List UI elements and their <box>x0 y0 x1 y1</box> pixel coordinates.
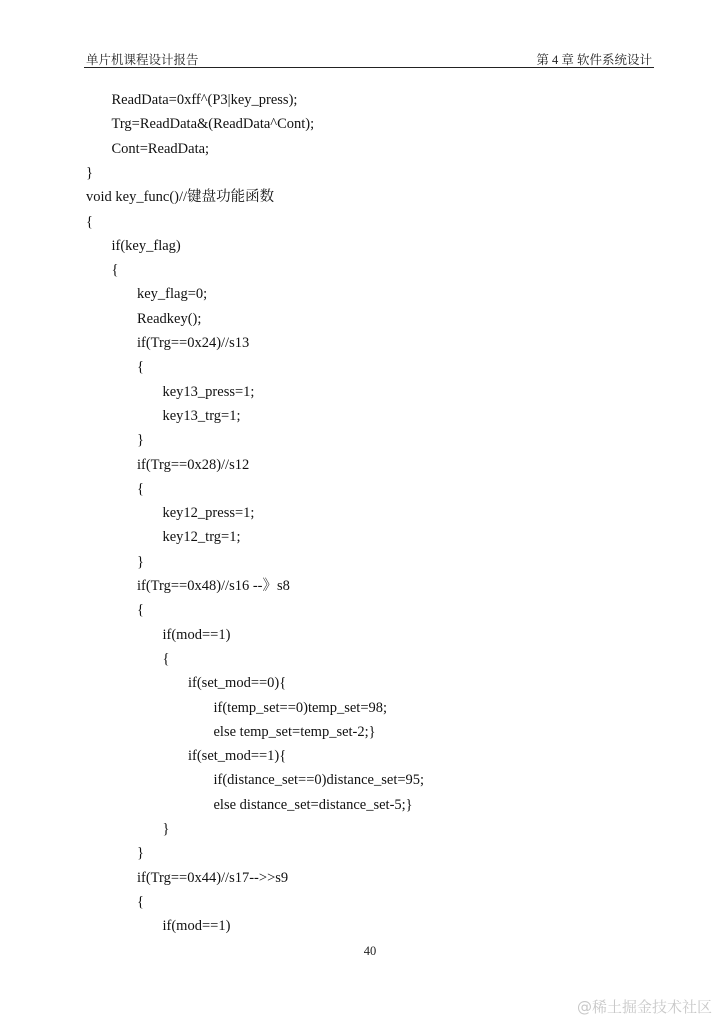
code-line: { <box>162 650 170 667</box>
code-line: } <box>86 164 93 181</box>
header-rule <box>84 67 654 68</box>
code-line: { <box>137 602 144 619</box>
code-line: } <box>162 821 170 837</box>
code-line: key12_trg=1; <box>162 529 241 546</box>
code-line: { <box>137 893 144 910</box>
code-line: } <box>137 553 144 570</box>
code-line: if(key_flag) <box>111 237 181 254</box>
code-line: if(mod==1) <box>162 918 231 935</box>
code-line: { <box>137 359 144 376</box>
code-line: } <box>137 432 144 449</box>
code-line: { <box>111 262 119 279</box>
running-header-chapter: 第 4 章 软件系统设计 <box>536 53 652 67</box>
code-line: } <box>137 845 144 862</box>
code-line: ReadData=0xff^(P3|key_press); <box>111 92 298 108</box>
code-line: key13_trg=1; <box>162 407 241 424</box>
code-line: if(Trg==0x44)//s17-->>s9 <box>137 869 289 886</box>
code-line: if(distance_set==0)distance_set=95; <box>213 772 425 789</box>
code-line: if(Trg==0x24)//s13 <box>137 335 250 351</box>
code-line: if(temp_set==0)temp_set=98; <box>213 699 388 716</box>
code-line: { <box>137 480 144 497</box>
code-line: Trg=ReadData&(ReadData^Cont); <box>111 116 315 133</box>
code-line: if(set_mod==1){ <box>188 748 287 765</box>
code-line: else distance_set=distance_set-5;} <box>213 796 413 813</box>
code-line: key13_press=1; <box>162 383 255 400</box>
running-header-title: 单片机课程设计报告 <box>86 53 199 67</box>
code-line: if(Trg==0x48)//s16 --》s8 <box>137 578 290 594</box>
code-line: if(mod==1) <box>162 626 231 643</box>
code-line: else temp_set=temp_set-2;} <box>213 723 376 740</box>
watermark: @稀土掘金技术社区 <box>576 998 712 1016</box>
code-line: Cont=ReadData; <box>111 140 210 157</box>
code-line: key_flag=0; <box>137 286 208 303</box>
page-number: 40 <box>363 944 377 958</box>
code-line: key12_press=1; <box>162 505 255 522</box>
code-line: if(Trg==0x28)//s12 <box>137 456 250 473</box>
code-line: void key_func()//键盘功能函数 <box>86 189 275 206</box>
code-line: Readkey(); <box>137 310 202 327</box>
code-line: if(set_mod==0){ <box>188 675 287 692</box>
code-line: { <box>86 213 93 230</box>
